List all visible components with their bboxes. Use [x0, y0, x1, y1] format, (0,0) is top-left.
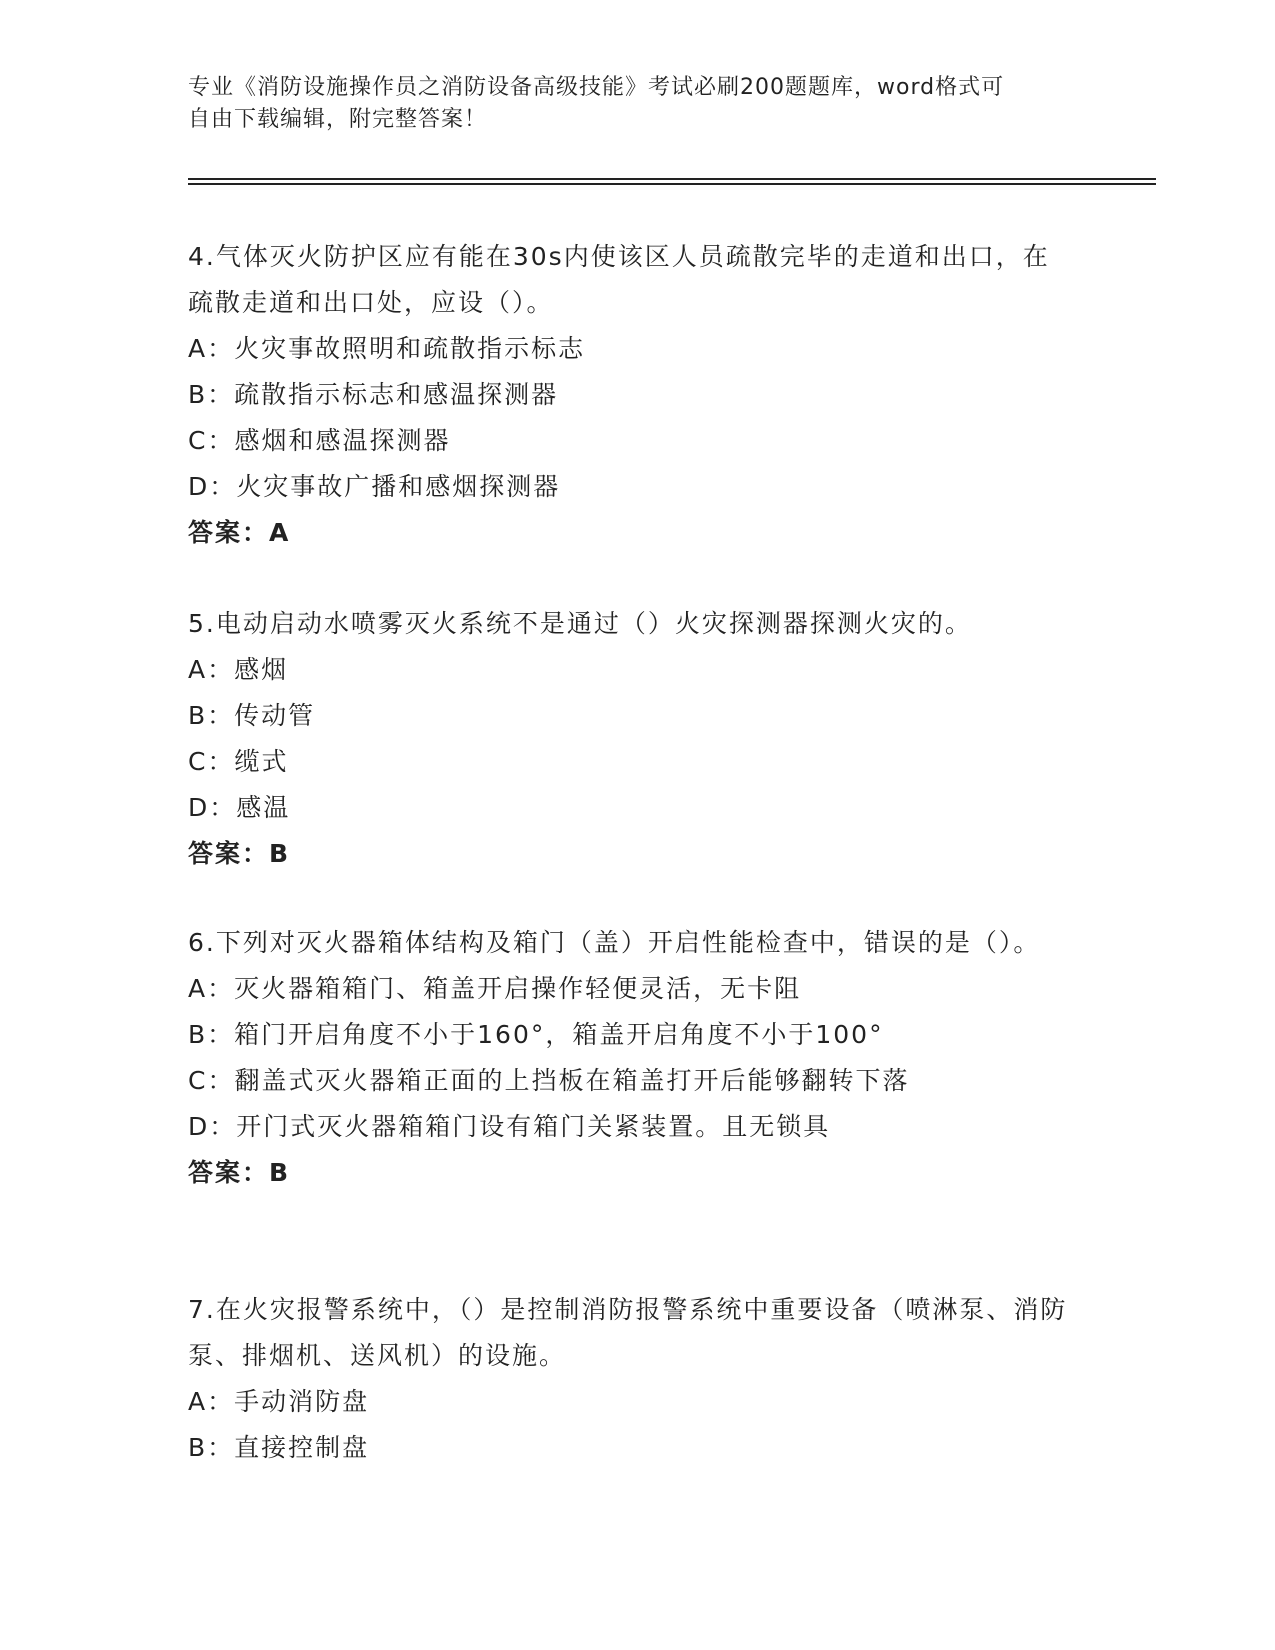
option-a: A：手动消防盘	[188, 1387, 370, 1416]
header-line-2: 自由下载编辑，附完整答案！	[188, 107, 488, 132]
answer: 答案：B	[188, 839, 291, 868]
answer: 答案：A	[188, 518, 291, 547]
question-4	[188, 234, 1068, 556]
option-b: B：箱门开启角度不小于160°，箱盖开启角度不小于100°	[188, 1020, 884, 1049]
answer: 答案：B	[188, 1158, 291, 1187]
option-b: B：疏散指示标志和感温探测器	[188, 380, 559, 409]
option-d: D：开门式灭火器箱箱门设有箱门关紧装置。且无锁具	[188, 1112, 831, 1141]
option-d: D：感温	[188, 793, 291, 822]
option-a: A：感烟	[188, 655, 289, 684]
question-stem: 6.下列对灭火器箱体结构及箱门（盖）开启性能检查中，错误的是（）。	[188, 928, 1041, 957]
option-c: C：感烟和感温探测器	[188, 426, 451, 455]
option-a: A：灭火器箱箱门、箱盖开启操作轻便灵活，无卡阻	[188, 974, 802, 1003]
header-divider-bottom	[188, 183, 1156, 185]
question-6	[188, 920, 1068, 1196]
option-c: C：翻盖式灭火器箱正面的上挡板在箱盖打开后能够翻转下落	[188, 1066, 910, 1095]
option-b: B：传动管	[188, 701, 316, 730]
question-7	[188, 1287, 1068, 1471]
document-header	[188, 72, 1068, 136]
option-b: B：直接控制盘	[188, 1433, 370, 1462]
option-d: D：火灾事故广播和感烟探测器	[188, 472, 561, 501]
header-divider-top	[188, 178, 1156, 180]
question-stem: 7.在火灾报警系统中，（）是控制消防报警系统中重要设备（喷淋泵、消防泵、排烟机、送风机）的设施。	[188, 1295, 1068, 1370]
header-line-1: 专业《消防设施操作员之消防设备高级技能》考试必刷200题题库，word格式可	[188, 75, 1005, 100]
question-stem: 4.气体灭火防护区应有能在30s内使该区人员疏散完毕的走道和出口，在疏散走道和出口处，应设（）。	[188, 242, 1050, 317]
question-stem: 5.电动启动水喷雾灭火系统不是通过（）火灾探测器探测火灾的。	[188, 609, 972, 638]
question-5	[188, 601, 1068, 877]
option-a: A：火灾事故照明和疏散指示标志	[188, 334, 586, 363]
option-c: C：缆式	[188, 747, 289, 776]
